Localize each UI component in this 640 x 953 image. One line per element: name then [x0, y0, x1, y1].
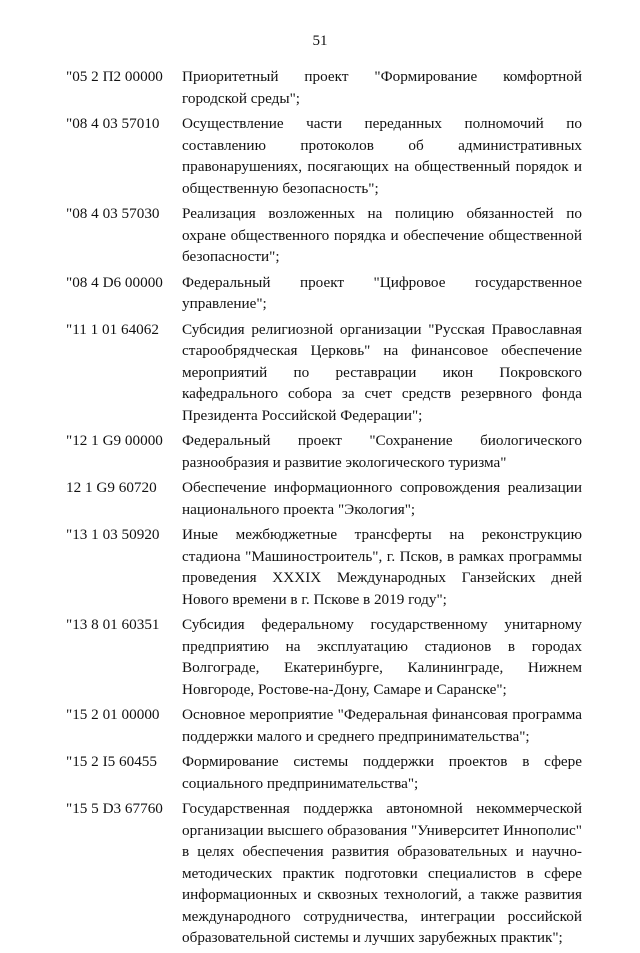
budget-code: "08 4 D6 00000 — [66, 273, 163, 291]
budget-code-description: Основное мероприятие "Федеральная финансовая программа поддержки малого и среднего предпринимательства"; — [182, 706, 582, 745]
budget-code-entry — [66, 798, 586, 949]
budget-code: "05 2 П2 00000 — [66, 68, 163, 85]
budget-code-entry — [66, 66, 586, 109]
budget-code-description: Иные межбюджетные трансферты на реконструкцию стадиона "Машиностроитель", г. Псков, в рамках программы проведения XXXIX Международных Ганзейских дней Нового времени в г. Пскове в 2019 году"; — [182, 526, 582, 608]
budget-code: "15 2 01 00000 — [66, 706, 160, 723]
budget-code-entry — [66, 614, 586, 700]
budget-code-entry — [66, 203, 586, 268]
budget-code: "15 2 I5 60455 — [66, 753, 157, 770]
budget-code-description: Формирование системы поддержки проектов в сфере социального предпринимательства"; — [182, 753, 582, 792]
budget-code-description: Осуществление части переданных полномочий по составлению протоколов об административных правонарушениях, посягающих на общественный порядок и общественную безопасность"; — [182, 115, 582, 197]
budget-code: "15 5 D3 67760 — [66, 800, 163, 817]
budget-code-description: Субсидия религиозной организации "Русская Православная старообрядческая Церковь" на финансовое обеспечение мероприятий по реставрации икон Покровского кафедрального собора за счет средств резервного фонда Президента Российской Федерации"; — [182, 320, 582, 424]
budget-code: "12 1 G9 00000 — [66, 432, 163, 449]
budget-code-entry — [66, 704, 586, 747]
budget-code-description: Государственная поддержка автономной некоммерческой организации высшего образования "Университет Иннополис" в целях обеспечения развития образовательных и научно-методических практик подготовки специалистов в сфере информационных и сквозных технологий, а также развития международного сотрудничества, интеграции российской образовательной системы и лучших зарубежных практик"; — [182, 800, 582, 946]
budget-code-entry — [66, 524, 586, 610]
budget-code: 12 1 G9 60720 — [66, 479, 157, 496]
budget-code: "08 4 03 57010 — [66, 115, 160, 132]
budget-code-entry — [66, 319, 586, 427]
budget-code-description: Реализация возложенных на полицию обязанностей по охране общественного порядка и обеспечение общественной безопасности"; — [182, 205, 582, 265]
budget-code-description: Федеральный проект "Цифровое государственное управление"; — [182, 273, 582, 312]
budget-code-description: Приоритетный проект "Формирование комфортной городской среды"; — [182, 68, 582, 107]
page-number: 51 — [312, 33, 328, 49]
budget-code-description: Обеспечение информационного сопровождения реализации национального проекта "Экология"; — [182, 479, 582, 518]
budget-code-entry — [66, 477, 586, 520]
budget-code: "13 1 03 50920 — [66, 526, 160, 543]
budget-code-entry — [66, 751, 586, 794]
budget-code-entry — [66, 430, 586, 473]
budget-code-list — [66, 66, 586, 953]
budget-code: "11 1 01 64062 — [66, 320, 159, 338]
budget-code: "13 8 01 60351 — [66, 616, 160, 633]
budget-code-description: Федеральный проект "Сохранение биологического разнообразия и развитие экологического туризма" — [182, 432, 582, 471]
budget-code-description: Субсидия федеральному государственному унитарному предприятию на эксплуатацию стадионов в городах Волгограде, Екатеринбурге, Калининграде, Нижнем Новгороде, Ростове-на-Дону, Самаре и Саранске"; — [182, 616, 582, 698]
budget-code-entry — [66, 272, 586, 315]
budget-code-entry — [66, 113, 586, 199]
budget-code: "08 4 03 57030 — [66, 205, 160, 222]
